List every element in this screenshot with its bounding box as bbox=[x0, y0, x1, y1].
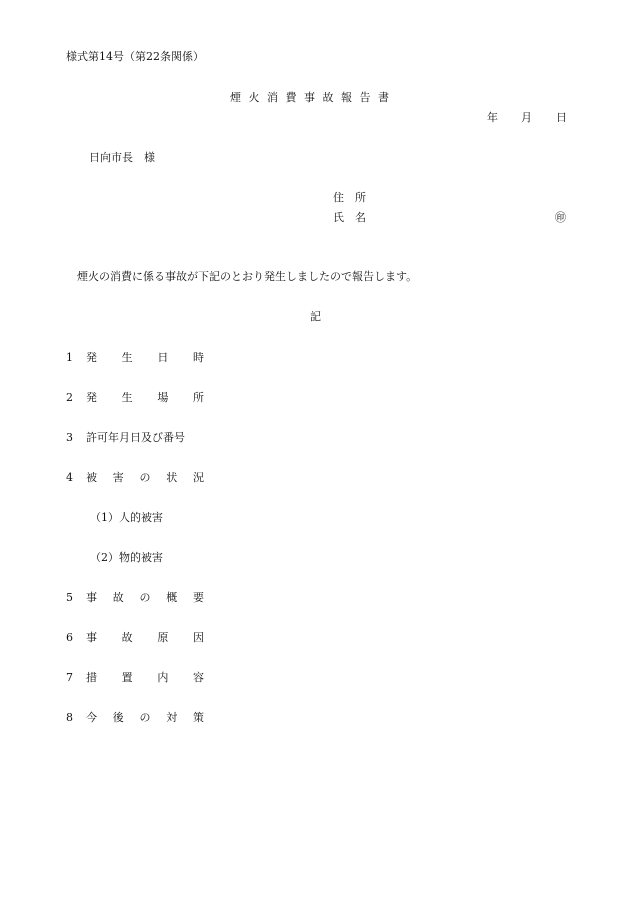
item-number: 5 bbox=[66, 591, 73, 604]
label-char: 今 bbox=[86, 711, 97, 724]
date-year: 年 bbox=[487, 111, 498, 124]
label-char: 時 bbox=[192, 351, 204, 364]
label-char: 概 bbox=[166, 591, 178, 604]
addressee: 日向市長 様 bbox=[89, 151, 155, 164]
sub-item-human-damage: （1）人的被害 bbox=[90, 511, 163, 524]
item-label bbox=[86, 392, 204, 403]
label-char: 措 bbox=[86, 671, 97, 684]
item-label bbox=[86, 472, 204, 483]
label-char: 対 bbox=[166, 711, 178, 724]
label-char: 生 bbox=[121, 351, 133, 364]
label-char: 所 bbox=[192, 391, 204, 404]
item-number: 1 bbox=[66, 351, 73, 364]
item-label: 許可年月日及び番号 bbox=[86, 431, 185, 444]
label-char: 場 bbox=[157, 391, 169, 404]
item-4 bbox=[66, 472, 204, 483]
document-title: 煙 火 消 費 事 故 報 告 書 bbox=[230, 91, 391, 104]
label-char: 状 bbox=[166, 471, 178, 484]
label-char: 策 bbox=[193, 711, 204, 724]
label-char: 因 bbox=[192, 631, 204, 644]
label-char: 事 bbox=[86, 591, 97, 604]
label-char: 故 bbox=[121, 631, 133, 644]
label-char: 況 bbox=[193, 471, 204, 484]
label-char: 内 bbox=[157, 671, 169, 684]
item-number: 6 bbox=[66, 631, 73, 644]
seal-mark: ㊞ bbox=[555, 211, 566, 224]
item-3 bbox=[66, 432, 185, 443]
sub-item-property-damage: （2）物的被害 bbox=[90, 551, 163, 564]
item-2 bbox=[66, 392, 204, 403]
label-char: 害 bbox=[112, 471, 124, 484]
item-number: 4 bbox=[66, 471, 73, 484]
label-char: 原 bbox=[157, 631, 169, 644]
ki-heading: 記 bbox=[310, 310, 321, 323]
label-char: 生 bbox=[121, 391, 133, 404]
item-7 bbox=[66, 672, 204, 683]
item-5 bbox=[66, 592, 204, 603]
label-char: の bbox=[139, 711, 151, 724]
label-char: 発 bbox=[86, 351, 97, 364]
date-month: 月 bbox=[521, 111, 532, 124]
item-8 bbox=[66, 712, 204, 723]
address-label: 住 所 bbox=[333, 191, 366, 204]
item-label bbox=[86, 352, 204, 363]
item-label bbox=[86, 592, 204, 603]
label-char: 後 bbox=[112, 711, 124, 724]
label-char: 発 bbox=[86, 391, 97, 404]
intro-text: 煙火の消費に係る事故が下記のとおり発生しましたので報告します。 bbox=[77, 270, 418, 283]
item-number: 3 bbox=[66, 431, 73, 444]
label-char: の bbox=[139, 471, 151, 484]
label-char: の bbox=[139, 591, 151, 604]
item-number: 7 bbox=[66, 671, 73, 684]
label-char: 被 bbox=[86, 471, 97, 484]
date-day: 日 bbox=[556, 111, 567, 124]
label-char: 要 bbox=[193, 591, 204, 604]
item-label bbox=[86, 712, 204, 723]
label-char: 事 bbox=[86, 631, 97, 644]
form-number: 様式第14号（第22条関係） bbox=[66, 50, 204, 63]
item-number: 8 bbox=[66, 711, 73, 724]
label-char: 故 bbox=[112, 591, 124, 604]
item-number: 2 bbox=[66, 391, 73, 404]
item-label bbox=[86, 632, 204, 643]
item-1 bbox=[66, 352, 204, 363]
label-char: 容 bbox=[192, 671, 204, 684]
item-label bbox=[86, 672, 204, 683]
item-6 bbox=[66, 632, 204, 643]
label-char: 日 bbox=[157, 351, 169, 364]
label-char: 置 bbox=[121, 671, 133, 684]
name-label: 氏 名 bbox=[333, 211, 366, 224]
